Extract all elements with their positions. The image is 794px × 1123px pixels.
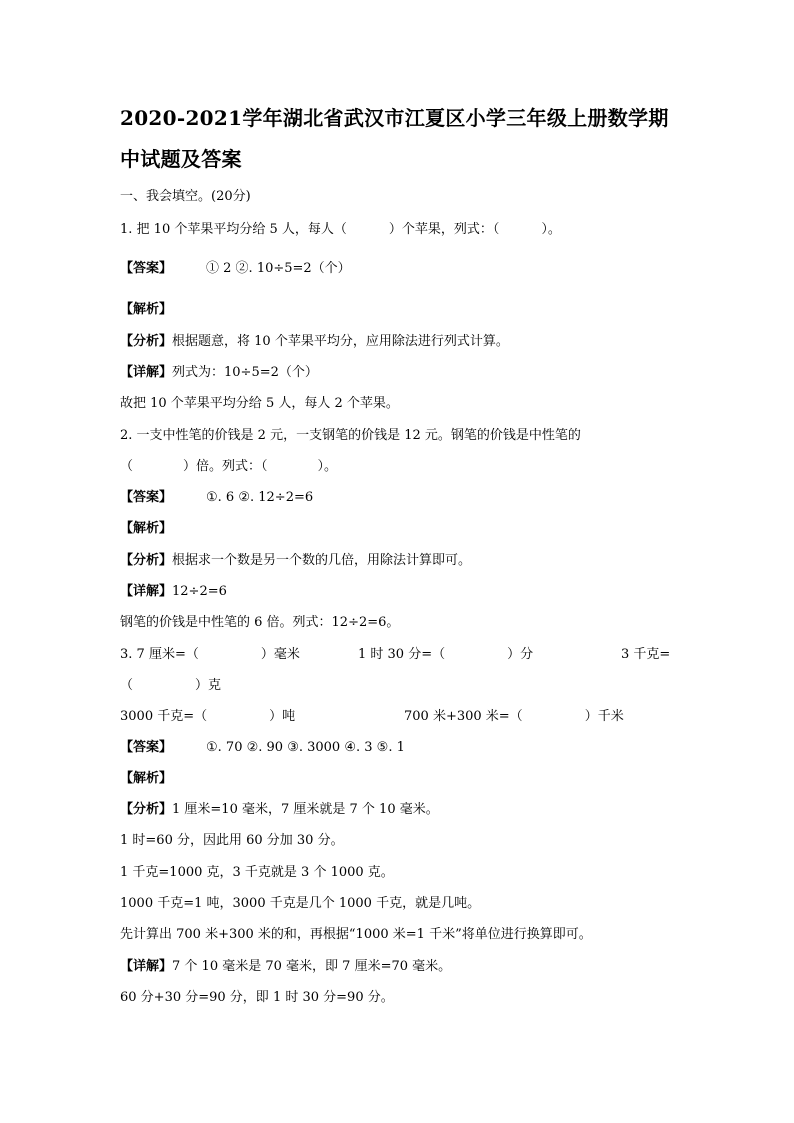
detail-3-line1: 【详解】7 个 10 毫米是 70 毫米，即 7 厘米=70 毫米。: [120, 959, 452, 974]
analysis-heading-2: 【解析】: [120, 521, 173, 536]
detail-2: 【详解】12÷2=6: [120, 584, 227, 599]
analysis-heading-1: 【解析】: [120, 302, 173, 317]
question-3-part4: 3000 千克=（ ）吨: [120, 709, 296, 724]
doc-title-line2: 中试题及答案: [120, 147, 242, 171]
analysis-heading-3: 【解析】: [120, 771, 173, 786]
analysis-2: 【分析】根据求一个数是另一个数的几倍，用除法计算即可。: [120, 553, 472, 568]
analysis-3-line4: 1000 千克=1 吨，3000 千克是几个 1000 千克，就是几吨。: [120, 896, 481, 911]
doc-title-line1: 2020-2021学年湖北省武汉市江夏区小学三年级上册数学期: [120, 106, 669, 130]
question-3-part3-blank: （ ）克: [120, 678, 222, 693]
conclusion-1: 故把 10 个苹果平均分给 5 人，每人 2 个苹果。: [120, 396, 399, 411]
question-3-part2: 1 时 30 分=（ ）分: [358, 647, 534, 662]
conclusion-2: 钢笔的价钱是中性笔的 6 倍。列式：12÷2=6。: [120, 615, 400, 630]
question-1: 1. 把 10 个苹果平均分给 5 人，每人（ ）个苹果，列式：（ ）。: [120, 222, 561, 237]
detail-1: 【详解】列式为：10÷5=2（个）: [120, 365, 318, 380]
question-2-line2: （ ）倍。列式：（ ）。: [120, 459, 338, 474]
question-3-part3: 3 千克=: [621, 647, 671, 662]
question-2-line1: 2. 一支中性笔的价钱是 2 元，一支钢笔的价钱是 12 元。钢笔的价钱是中性笔的: [120, 428, 581, 443]
analysis-1: 【分析】根据题意，将 10 个苹果平均分，应用除法进行列式计算。: [120, 334, 509, 349]
answer-2: 【答案】 ①. 6 ②. 12÷2=6: [120, 490, 314, 505]
analysis-3-line5: 先计算出 700 米+300 米的和，再根据“1000 米=1 千米”将单位进行换算即可。: [120, 927, 592, 942]
analysis-3-line2: 1 时=60 分，因此用 60 分加 30 分。: [120, 833, 344, 848]
analysis-3-line1: 【分析】1 厘米=10 毫米，7 厘米就是 7 个 10 毫米。: [120, 802, 439, 817]
analysis-3-line3: 1 千克=1000 克，3 千克就是 3 个 1000 克。: [120, 865, 394, 880]
question-3-part1: 3. 7 厘米=（ ）毫米: [120, 647, 300, 662]
answer-1: 【答案】 ① 2 ②. 10÷5=2（个）: [120, 261, 351, 276]
section-heading: 一、我会填空。(20分): [120, 189, 251, 204]
answer-3: 【答案】 ①. 70 ②. 90 ③. 3000 ④. 3 ⑤. 1: [120, 740, 405, 755]
question-3-part5: 700 米+300 米=（ ）千米: [404, 709, 624, 724]
detail-3-line2: 60 分+30 分=90 分，即 1 时 30 分=90 分。: [120, 990, 394, 1005]
